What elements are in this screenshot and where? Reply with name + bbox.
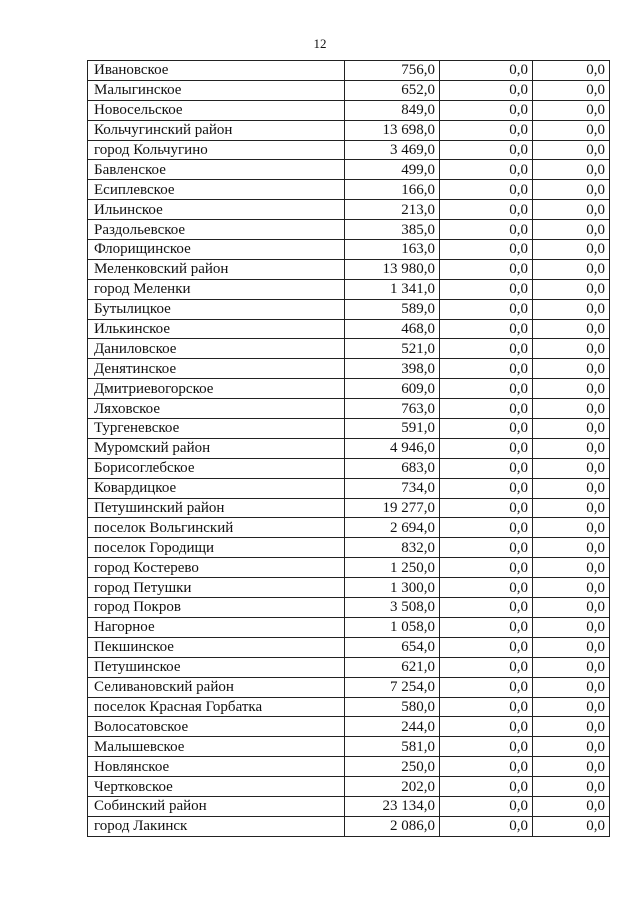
- value-1-cell: 202,0: [345, 777, 440, 797]
- territory-name-cell: Бавленское: [88, 160, 345, 180]
- value-1-cell: 163,0: [345, 240, 440, 260]
- territory-name-cell: Денятинское: [88, 359, 345, 379]
- value-1-cell: 581,0: [345, 737, 440, 757]
- table-row: [88, 478, 610, 498]
- territory-name-cell: Раздольевское: [88, 220, 345, 240]
- table-row: [88, 180, 610, 200]
- value-2-cell: 0,0: [440, 657, 533, 677]
- value-2-cell: 0,0: [440, 558, 533, 578]
- territory-name-cell: Ивановское: [88, 61, 345, 81]
- value-1-cell: 1 300,0: [345, 578, 440, 598]
- value-1-cell: 19 277,0: [345, 498, 440, 518]
- table-row: [88, 777, 610, 797]
- territory-name-cell: Есиплевское: [88, 180, 345, 200]
- table-row: [88, 677, 610, 697]
- value-1-cell: 3 469,0: [345, 140, 440, 160]
- value-1-cell: 468,0: [345, 319, 440, 339]
- territory-name-cell: поселок Городищи: [88, 538, 345, 558]
- value-2-cell: 0,0: [440, 379, 533, 399]
- value-2-cell: 0,0: [440, 717, 533, 737]
- value-3-cell: 0,0: [533, 816, 610, 836]
- territory-name-cell: Волосатовское: [88, 717, 345, 737]
- table-row: [88, 637, 610, 657]
- value-3-cell: 0,0: [533, 777, 610, 797]
- table-row: [88, 578, 610, 598]
- value-1-cell: 244,0: [345, 717, 440, 737]
- value-3-cell: 0,0: [533, 419, 610, 439]
- territory-name-cell: город Костерево: [88, 558, 345, 578]
- value-3-cell: 0,0: [533, 518, 610, 538]
- value-2-cell: 0,0: [440, 80, 533, 100]
- value-3-cell: 0,0: [533, 240, 610, 260]
- value-3-cell: 0,0: [533, 279, 610, 299]
- value-1-cell: 1 250,0: [345, 558, 440, 578]
- territory-name-cell: город Кольчугино: [88, 140, 345, 160]
- value-1-cell: 2 086,0: [345, 816, 440, 836]
- value-1-cell: 734,0: [345, 478, 440, 498]
- value-3-cell: 0,0: [533, 677, 610, 697]
- value-2-cell: 0,0: [440, 399, 533, 419]
- value-2-cell: 0,0: [440, 598, 533, 618]
- value-3-cell: 0,0: [533, 697, 610, 717]
- territory-name-cell: Флорищинское: [88, 240, 345, 260]
- value-3-cell: 0,0: [533, 657, 610, 677]
- value-3-cell: 0,0: [533, 339, 610, 359]
- value-3-cell: 0,0: [533, 458, 610, 478]
- table-row: [88, 80, 610, 100]
- table-row: [88, 538, 610, 558]
- territory-name-cell: город Покров: [88, 598, 345, 618]
- table-row: [88, 697, 610, 717]
- value-2-cell: 0,0: [440, 737, 533, 757]
- table-row: [88, 498, 610, 518]
- value-1-cell: 13 698,0: [345, 120, 440, 140]
- table-row: [88, 598, 610, 618]
- value-3-cell: 0,0: [533, 100, 610, 120]
- value-2-cell: 0,0: [440, 578, 533, 598]
- value-3-cell: 0,0: [533, 637, 610, 657]
- value-3-cell: 0,0: [533, 80, 610, 100]
- value-2-cell: 0,0: [440, 677, 533, 697]
- table-row: [88, 796, 610, 816]
- value-2-cell: 0,0: [440, 279, 533, 299]
- value-2-cell: 0,0: [440, 757, 533, 777]
- table-row: [88, 279, 610, 299]
- territory-name-cell: Кольчугинский район: [88, 120, 345, 140]
- table-row: [88, 458, 610, 478]
- table-row: [88, 617, 610, 637]
- territory-name-cell: поселок Вольгинский: [88, 518, 345, 538]
- table-row: [88, 518, 610, 538]
- value-3-cell: 0,0: [533, 538, 610, 558]
- value-3-cell: 0,0: [533, 379, 610, 399]
- table-row: [88, 240, 610, 260]
- territory-name-cell: город Петушки: [88, 578, 345, 598]
- value-2-cell: 0,0: [440, 458, 533, 478]
- value-2-cell: 0,0: [440, 538, 533, 558]
- value-1-cell: 683,0: [345, 458, 440, 478]
- table-row: [88, 160, 610, 180]
- value-3-cell: 0,0: [533, 478, 610, 498]
- territory-name-cell: Нагорное: [88, 617, 345, 637]
- value-1-cell: 499,0: [345, 160, 440, 180]
- value-1-cell: 166,0: [345, 180, 440, 200]
- table-row: [88, 657, 610, 677]
- value-3-cell: 0,0: [533, 180, 610, 200]
- territory-name-cell: город Меленки: [88, 279, 345, 299]
- value-1-cell: 591,0: [345, 419, 440, 439]
- value-3-cell: 0,0: [533, 299, 610, 319]
- value-3-cell: 0,0: [533, 160, 610, 180]
- territory-name-cell: Селивановский район: [88, 677, 345, 697]
- table-row: [88, 299, 610, 319]
- value-1-cell: 2 694,0: [345, 518, 440, 538]
- territory-name-cell: Собинский район: [88, 796, 345, 816]
- table-row: [88, 419, 610, 439]
- value-3-cell: 0,0: [533, 717, 610, 737]
- table-row: [88, 200, 610, 220]
- table-row: [88, 438, 610, 458]
- table-row: [88, 816, 610, 836]
- territory-name-cell: Бутылицкое: [88, 299, 345, 319]
- value-3-cell: 0,0: [533, 259, 610, 279]
- value-2-cell: 0,0: [440, 299, 533, 319]
- table-row: [88, 220, 610, 240]
- value-1-cell: 832,0: [345, 538, 440, 558]
- value-1-cell: 1 341,0: [345, 279, 440, 299]
- value-2-cell: 0,0: [440, 518, 533, 538]
- value-3-cell: 0,0: [533, 598, 610, 618]
- value-2-cell: 0,0: [440, 438, 533, 458]
- value-3-cell: 0,0: [533, 498, 610, 518]
- territory-name-cell: Даниловское: [88, 339, 345, 359]
- value-1-cell: 756,0: [345, 61, 440, 81]
- value-1-cell: 654,0: [345, 637, 440, 657]
- value-2-cell: 0,0: [440, 100, 533, 120]
- territory-name-cell: Дмитриевогорское: [88, 379, 345, 399]
- territory-name-cell: Пекшинское: [88, 637, 345, 657]
- value-1-cell: 398,0: [345, 359, 440, 379]
- value-2-cell: 0,0: [440, 120, 533, 140]
- value-1-cell: 385,0: [345, 220, 440, 240]
- value-2-cell: 0,0: [440, 339, 533, 359]
- value-1-cell: 3 508,0: [345, 598, 440, 618]
- table-row: [88, 399, 610, 419]
- value-1-cell: 1 058,0: [345, 617, 440, 637]
- value-2-cell: 0,0: [440, 498, 533, 518]
- value-2-cell: 0,0: [440, 220, 533, 240]
- value-1-cell: 4 946,0: [345, 438, 440, 458]
- value-3-cell: 0,0: [533, 737, 610, 757]
- territory-name-cell: Меленковский район: [88, 259, 345, 279]
- value-3-cell: 0,0: [533, 399, 610, 419]
- value-1-cell: 23 134,0: [345, 796, 440, 816]
- table-row: [88, 319, 610, 339]
- territory-name-cell: Петушинское: [88, 657, 345, 677]
- value-1-cell: 13 980,0: [345, 259, 440, 279]
- value-1-cell: 849,0: [345, 100, 440, 120]
- value-1-cell: 621,0: [345, 657, 440, 677]
- value-2-cell: 0,0: [440, 796, 533, 816]
- value-2-cell: 0,0: [440, 478, 533, 498]
- value-2-cell: 0,0: [440, 140, 533, 160]
- table-row: [88, 259, 610, 279]
- value-1-cell: 652,0: [345, 80, 440, 100]
- value-3-cell: 0,0: [533, 200, 610, 220]
- value-3-cell: 0,0: [533, 61, 610, 81]
- value-2-cell: 0,0: [440, 160, 533, 180]
- territory-name-cell: город Лакинск: [88, 816, 345, 836]
- value-3-cell: 0,0: [533, 438, 610, 458]
- territory-name-cell: Ляховское: [88, 399, 345, 419]
- territory-name-cell: Тургеневское: [88, 419, 345, 439]
- value-1-cell: 7 254,0: [345, 677, 440, 697]
- value-3-cell: 0,0: [533, 617, 610, 637]
- value-2-cell: 0,0: [440, 637, 533, 657]
- territory-name-cell: Петушинский район: [88, 498, 345, 518]
- value-3-cell: 0,0: [533, 359, 610, 379]
- value-3-cell: 0,0: [533, 578, 610, 598]
- value-1-cell: 250,0: [345, 757, 440, 777]
- value-2-cell: 0,0: [440, 697, 533, 717]
- value-2-cell: 0,0: [440, 419, 533, 439]
- value-2-cell: 0,0: [440, 259, 533, 279]
- value-2-cell: 0,0: [440, 816, 533, 836]
- table-row: [88, 120, 610, 140]
- territory-name-cell: Новосельское: [88, 100, 345, 120]
- table-row: [88, 339, 610, 359]
- table-row: [88, 379, 610, 399]
- territory-name-cell: Муромский район: [88, 438, 345, 458]
- value-3-cell: 0,0: [533, 796, 610, 816]
- table-row: [88, 100, 610, 120]
- value-1-cell: 580,0: [345, 697, 440, 717]
- value-2-cell: 0,0: [440, 617, 533, 637]
- table-row: [88, 61, 610, 81]
- territory-name-cell: Малыгинское: [88, 80, 345, 100]
- value-1-cell: 609,0: [345, 379, 440, 399]
- territory-name-cell: поселок Красная Горбатка: [88, 697, 345, 717]
- territory-name-cell: Илькинское: [88, 319, 345, 339]
- value-1-cell: 763,0: [345, 399, 440, 419]
- data-table: [87, 60, 610, 837]
- table-row: [88, 717, 610, 737]
- territory-name-cell: Борисоглебское: [88, 458, 345, 478]
- value-2-cell: 0,0: [440, 777, 533, 797]
- value-3-cell: 0,0: [533, 140, 610, 160]
- value-3-cell: 0,0: [533, 558, 610, 578]
- value-2-cell: 0,0: [440, 180, 533, 200]
- value-2-cell: 0,0: [440, 200, 533, 220]
- territory-name-cell: Чертковское: [88, 777, 345, 797]
- table-row: [88, 558, 610, 578]
- table-row: [88, 737, 610, 757]
- table-row: [88, 359, 610, 379]
- value-3-cell: 0,0: [533, 319, 610, 339]
- value-2-cell: 0,0: [440, 359, 533, 379]
- value-2-cell: 0,0: [440, 61, 533, 81]
- value-2-cell: 0,0: [440, 319, 533, 339]
- value-1-cell: 213,0: [345, 200, 440, 220]
- value-3-cell: 0,0: [533, 757, 610, 777]
- territory-name-cell: Ковардицкое: [88, 478, 345, 498]
- value-1-cell: 521,0: [345, 339, 440, 359]
- territory-name-cell: Ильинское: [88, 200, 345, 220]
- value-2-cell: 0,0: [440, 240, 533, 260]
- value-3-cell: 0,0: [533, 120, 610, 140]
- territory-name-cell: Новлянское: [88, 757, 345, 777]
- territory-name-cell: Малышевское: [88, 737, 345, 757]
- table-row: [88, 757, 610, 777]
- value-3-cell: 0,0: [533, 220, 610, 240]
- page-number: 12: [313, 36, 327, 51]
- value-1-cell: 589,0: [345, 299, 440, 319]
- table-row: [88, 140, 610, 160]
